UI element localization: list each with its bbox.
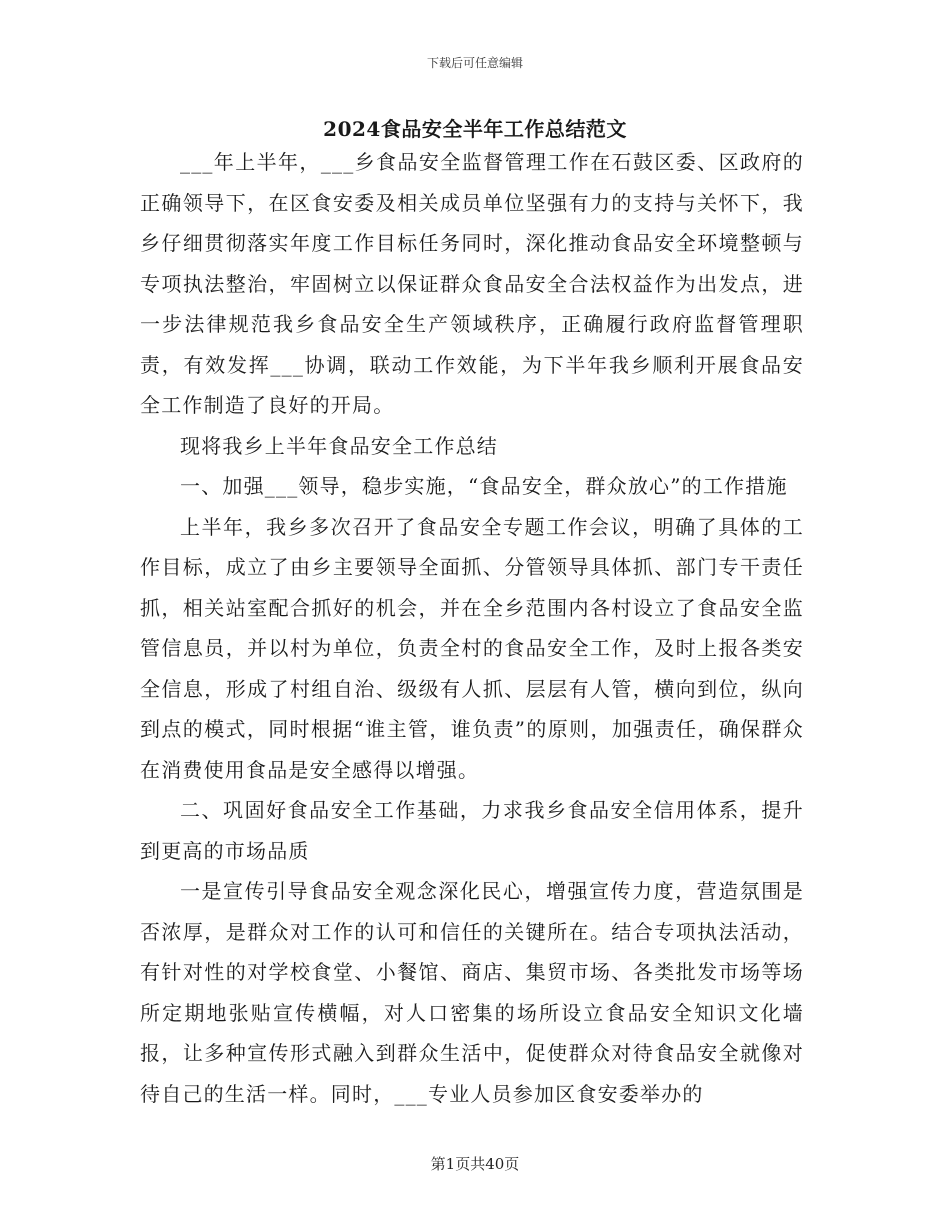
paragraph-summary-lead: 现将我乡上半年食品安全工作总结	[180, 433, 498, 458]
page-header: 下载后可任意编辑	[426, 56, 523, 70]
paragraph-section-1: 上半年，我乡多次召开了食品安全专题工作会议，明确了具体的工作目标，成立了由乡主要领导全面抓、分管领导具体抓、部门专干责任抓，相关站室配合抓好的机会，并在全乡范围内各村设立了食品安全监管信息员，并以村为单位，负责全村的食品安全工作，及时上报各类安全信息，形成了村组自治、级级有人抓、层层有人管，横向到位，纵向到点的模式，同时根据“谁主管，谁负责”的原则，加强责任，确保群众在消费使用食品是安全感得以增强。	[140, 514, 804, 782]
document-body	[140, 142, 804, 1114]
paragraph-section-2: 一是宣传引导食品安全观念深化民心，增强宣传力度，营造氛围是否浓厚，是群众对工作的认可和信任的关键所在。结合专项执法活动，有针对性的对学校食堂、小餐馆、商店、集贸市场、各类批发市场等场所定期地张贴宣传横幅，对人口密集的场所设立食品安全知识文化墙报，让多种宣传形式融入到群众生活中，促使群众对待食品安全就像对待自己的生活一样。同时，___专业人员参加区食安委举办的	[140, 879, 804, 1106]
paragraph-intro: ___年上半年，___乡食品安全监督管理工作在石鼓区委、区政府的正确领导下，在区食安委及相关成员单位坚强有力的支持与关怀下，我乡仔细贯彻落实年度工作目标任务同时，深化推动食品安全环境整顿与专项执法整治，牢固树立以保证群众食品安全合法权益作为出发点，进一步法律规范我乡食品安全生产领域秩序，正确履行政府监督管理职责，有效发挥___协调，联动工作效能，为下半年我乡顺利开展食品安全工作制造了良好的开局。	[140, 150, 804, 417]
section-heading-1: 一、加强___领导，稳步实施，“食品安全，群众放心”的工作措施	[180, 474, 788, 498]
section-heading-2: 二、巩固好食品安全工作基础，力求我乡食品安全信用体系，提升到更高的市场品质	[140, 798, 804, 863]
document-title: 2024食品安全半年工作总结范文	[323, 117, 627, 141]
page-number: 第1页共40页	[430, 1155, 520, 1173]
